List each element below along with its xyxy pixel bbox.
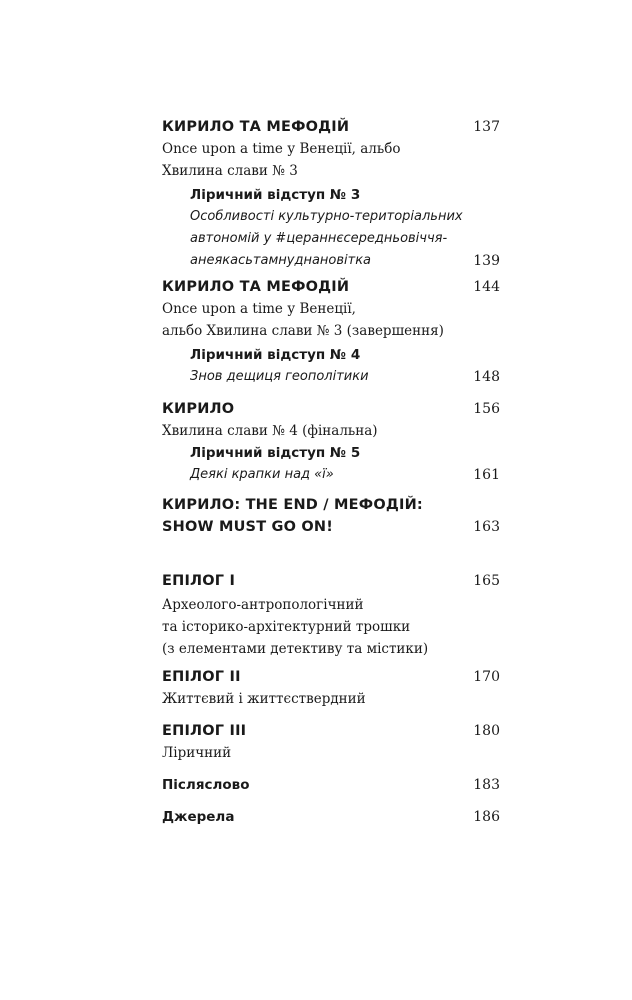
toc-page-number: 186	[473, 809, 500, 825]
toc-entry-subtitle: Хвилина слави № 4 (фінальна)	[162, 423, 378, 439]
toc-digression-title: Ліричний відступ № 3	[190, 187, 361, 203]
toc-digression-title: Ліричний відступ № 4	[190, 347, 361, 363]
toc-page-number: 161	[473, 467, 500, 483]
toc-page-number: 144	[473, 279, 500, 295]
toc-page-number: 170	[473, 669, 500, 685]
toc-digression-subtitle: Знов дещиця геополітики	[190, 369, 369, 384]
toc-entry-subtitle: Once upon a time у Венеції, альбо Хвилина слави № 3 (завершення)	[162, 301, 444, 339]
toc-entry-title: КИРИЛО ТА МЕФОДІЙ	[162, 279, 350, 295]
toc-entry-title: ЕПІЛОГ ІІ	[162, 669, 241, 685]
toc-entry-subtitle: Ліричний	[162, 745, 232, 761]
toc-page-number: 137	[473, 119, 500, 135]
toc-entry-title: КИРИЛО: THE END / МЕФОДІЙ: SHOW MUST GO ON!	[162, 497, 423, 535]
toc-entry-subtitle: Археолого-антропологічний та історико-архітектурний трошки (з елементами детективу та містики)	[162, 597, 429, 657]
toc-entry-title: ЕПІЛОГ І	[162, 573, 236, 589]
toc-entry-title: Післяслово	[162, 777, 250, 793]
toc-entry-title: ЕПІЛОГ ІІІ	[162, 723, 247, 739]
toc-page-number: 183	[473, 777, 500, 793]
toc-entry-title: КИРИЛО ТА МЕФОДІЙ	[162, 119, 350, 135]
toc-digression-title: Ліричний відступ № 5	[190, 445, 361, 461]
toc-page-number: 180	[473, 723, 500, 739]
toc-page-number: 148	[473, 369, 500, 385]
toc-page-number: 165	[473, 573, 500, 589]
toc-entry-title: КИРИЛО	[162, 401, 235, 417]
toc-entry-subtitle: Життєвий і життєствердний	[162, 691, 366, 707]
toc-page-number: 163	[473, 519, 500, 535]
toc-digression-subtitle: Деякі крапки над «ї»	[190, 467, 334, 482]
toc-page-number: 139	[473, 253, 500, 269]
toc-page-number: 156	[473, 401, 500, 417]
toc-entry-title: Джерела	[162, 809, 235, 825]
toc-entry-subtitle: Once upon a time у Венеції, альбо Хвилина слави № 3	[162, 141, 401, 179]
toc-digression-subtitle: Особливості культурно-територіальних автономій у #цераннєсередньовіччя- анеякасьтамнуднанoвітка	[190, 209, 463, 268]
